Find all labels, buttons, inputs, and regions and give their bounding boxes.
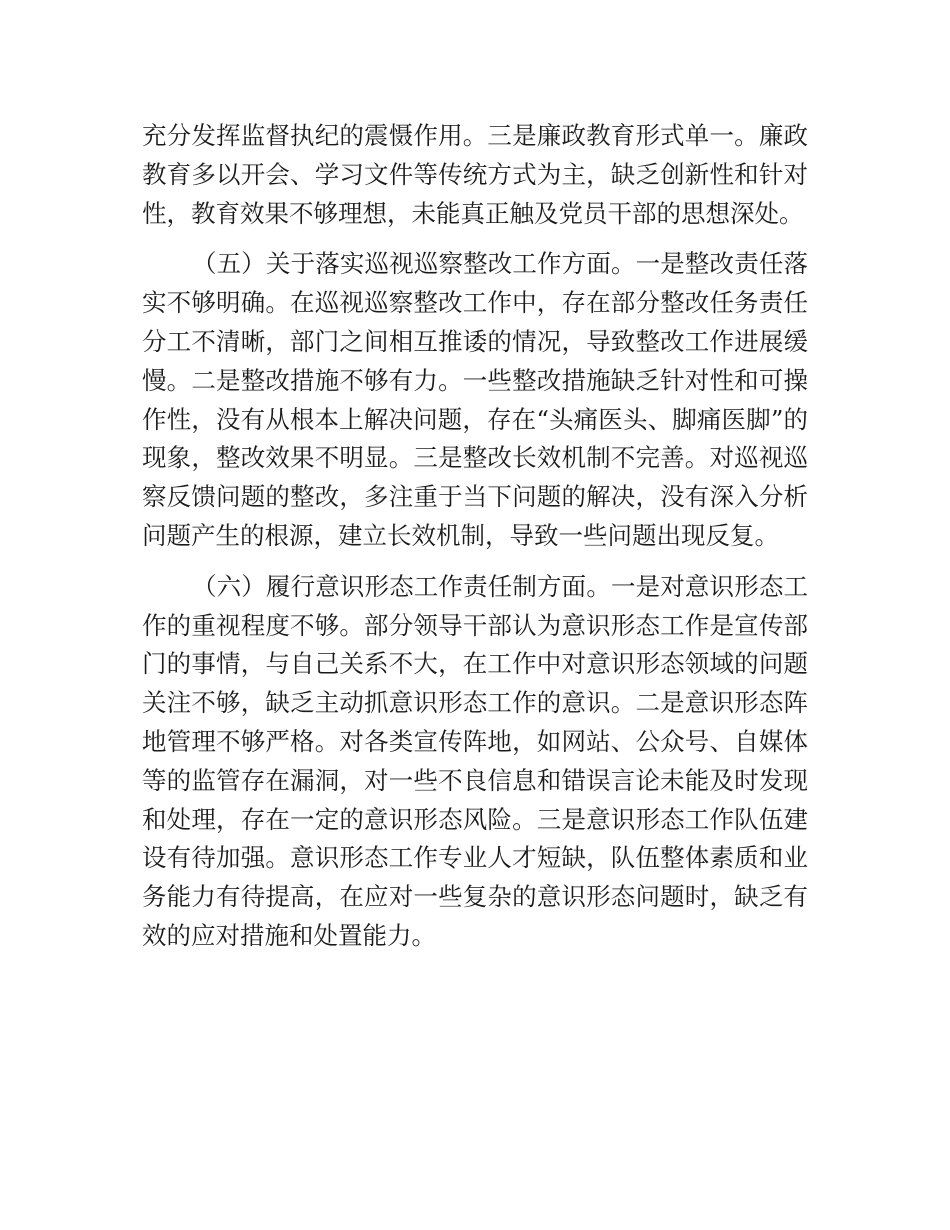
paragraph-continuation: 充分发挥监督执纪的震慑作用。三是廉政教育形式单一。廉政教育多以开会、学习文件等传统方式为主，缺乏创新性和针对性，教育效果不够理想，未能真正触及党员干部的思想深处。 [142,121,808,228]
paragraph-section-six: （六）履行意识形态工作责任制方面。一是对意识形态工作的重视程度不够。部分领导干部认为意识形态工作是宣传部门的事情，与自己关系不大，在工作中对意识形态领域的问题关注不够，缺乏主动抓意识形态工作的意识。二是意识形态阵地管理不够严格。对各类宣传阵地，如网站、公众号、自媒体等的监管存在漏洞，对一些不良信息和错误言论未能及时发现和处理，存在一定的意识形态风险。三是意识形态工作队伍建设有待加强。意识形态工作专业人才短缺，队伍整体素质和业务能力有待提高，在应对一些复杂的意识形态问题时，缺乏有效的应对措施和处置能力。 [142,571,808,950]
paragraph-section-five: （五）关于落实巡视巡察整改工作方面。一是整改责任落实不够明确。在巡视巡察整改工作中，存在部分整改任务责任分工不清晰，部门之间相互推诿的情况，导致整改工作进展缓慢。二是整改措施不够有力。一些整改措施缺乏针对性和可操作性，没有从根本上解决问题，存在“头痛医头、脚痛医脚”的现象，整改效果不明显。三是整改长效机制不完善。对巡视巡察反馈问题的整改，多注重于当下问题的解决，没有深入分析问题产生的根源，建立长效机制，导致一些问题出现反复。 [142,249,808,550]
document-page [142,117,808,956]
